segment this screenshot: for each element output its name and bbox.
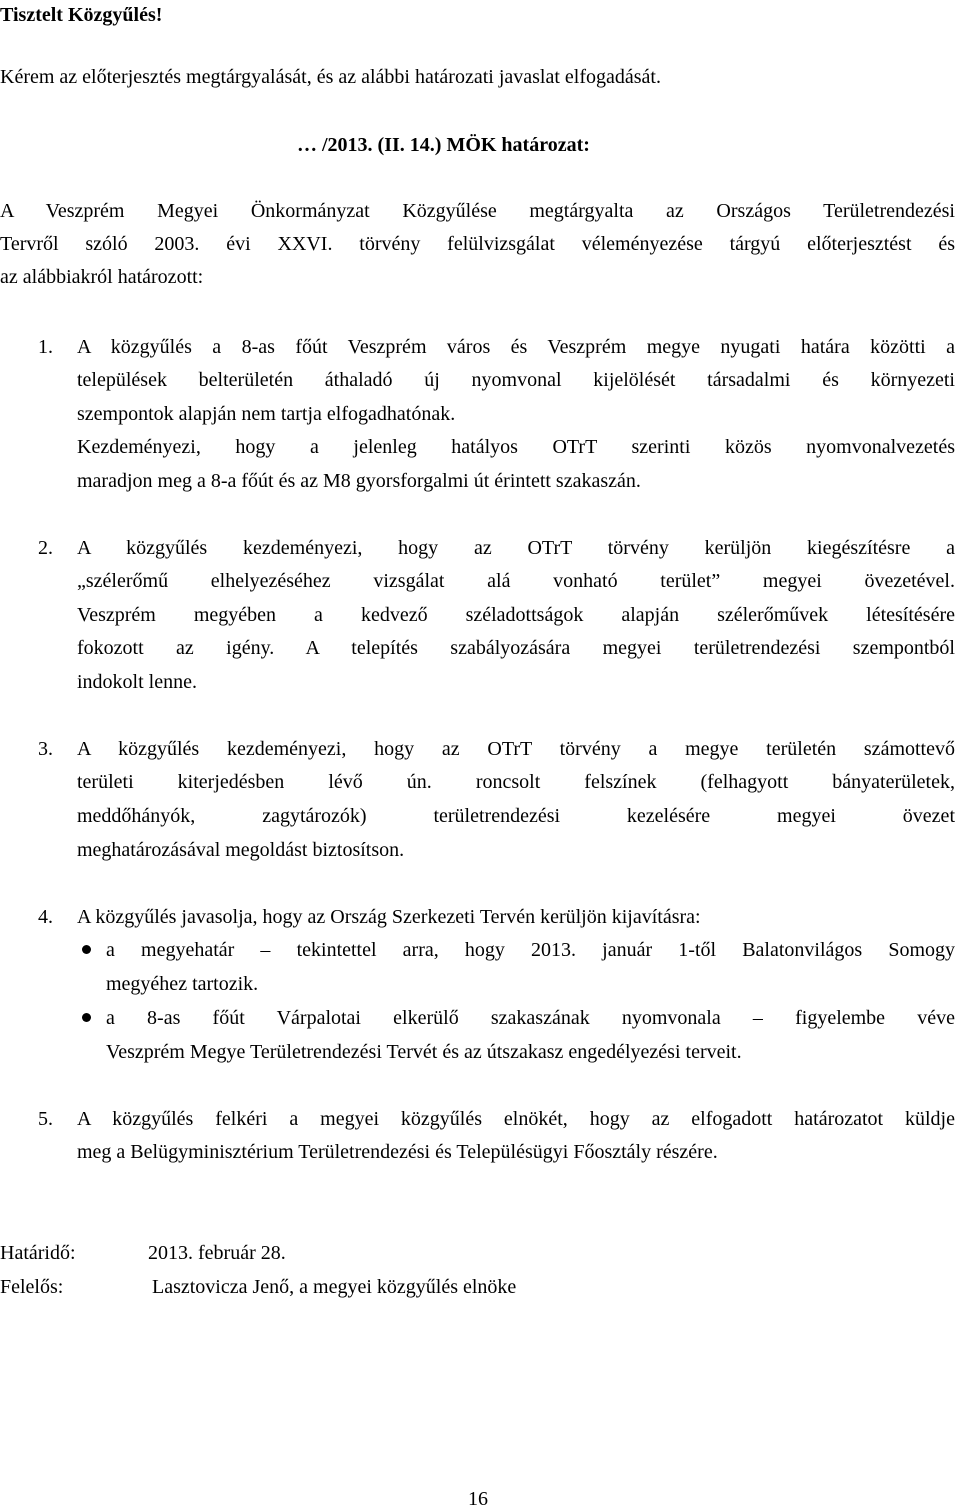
item-line: meghatározásával megoldást biztosítson.	[77, 839, 405, 861]
item-line: meg a Belügyminisztérium Területrendezési és Településügyi Főosztály részére.	[77, 1141, 718, 1163]
deadline-label: Határidő:	[0, 1242, 76, 1264]
responsible-value: Lasztovicza Jenő, a megyei közgyűlés elnöke	[152, 1276, 517, 1298]
preamble-line: A Veszprém Megyei Önkormányzat Közgyűlése megtárgyalta az Országos Területrendezési	[0, 200, 955, 222]
page-number: 16	[468, 1488, 488, 1510]
item-number: 4.	[38, 906, 53, 928]
bullet-icon	[82, 945, 91, 954]
item-number: 3.	[38, 738, 53, 760]
item-number: 2.	[38, 537, 53, 559]
item-line: A közgyűlés a 8-as főút Veszprém város és Veszprém megye nyugati határa közötti a	[77, 336, 955, 358]
item-line: A közgyűlés felkéri a megyei közgyűlés elnökét, hogy az elfogadott határozatot küldje	[77, 1108, 955, 1130]
item-number: 5.	[38, 1108, 53, 1130]
item-line: fokozott az igény. A telepítés szabályozására megyei területrendezési szempontból	[77, 637, 955, 659]
item-line: települések belterületén áthaladó új nyomvonal kijelölését társadalmi és környezeti	[77, 369, 955, 391]
item-line: maradjon meg a 8-a főút és az M8 gyorsforgalmi út érintett szakaszán.	[77, 470, 641, 492]
item-line: meddőhányók, zagytározók) területrendezési kezelésére megyei övezet	[77, 805, 955, 827]
item-line: Kezdeményezi, hogy a jelenleg hatályos OTrT szerinti közös nyomvonalvezetés	[77, 436, 955, 458]
item-line: szempontok alapján nem tartja elfogadhatónak.	[77, 403, 456, 425]
item-line: Veszprém megyében a kedvező széladottságok alapján szélerőművek létesítésére	[77, 604, 955, 626]
greeting: Tisztelt Közgyűlés!	[0, 4, 163, 26]
preamble-line: Tervről szóló 2003. évi XXVI. törvény felülvizsgálat véleményezése tárgyú előterjesztést és	[0, 233, 955, 255]
item-line: „szélerőmű elhelyezéséhez vizsgálat alá vonható terület” megyei övezetével.	[77, 570, 955, 592]
responsible-label: Felelős:	[0, 1276, 64, 1298]
bullet-icon	[82, 1013, 91, 1022]
item-number: 1.	[38, 336, 53, 358]
item-line: területi kiterjedésben lévő ún. roncsolt felszínek (felhagyott bányaterületek,	[77, 771, 955, 793]
bullet-line: Veszprém Megye Területrendezési Tervét és az útszakasz engedélyezési terveit.	[106, 1041, 742, 1063]
item-line: A közgyűlés kezdeményezi, hogy az OTrT törvény a megye területén számottevő	[77, 738, 955, 760]
item-line: indokolt lenne.	[77, 671, 197, 693]
bullet-line: a megyehatár – tekintettel arra, hogy 2013. január 1-től Balatonvilágos Somogy	[106, 939, 955, 961]
intro-text: Kérem az előterjesztés megtárgyalását, és az alábbi határozati javaslat elfogadását.	[0, 66, 661, 88]
deadline-value: 2013. február 28.	[148, 1242, 286, 1264]
bullet-line: a 8-as főút Várpalotai elkerülő szakaszának nyomvonala – figyelembe véve	[106, 1007, 955, 1029]
item-line: A közgyűlés javasolja, hogy az Ország Szerkezeti Tervén kerüljön kijavításra:	[77, 906, 701, 928]
bullet-line: megyéhez tartozik.	[106, 973, 259, 995]
item-line: A közgyűlés kezdeményezi, hogy az OTrT törvény kerüljön kiegészítésre a	[77, 537, 955, 559]
preamble-line: az alábbiakról határozott:	[0, 266, 204, 288]
resolution-title: … /2013. (II. 14.) MÖK határozat:	[297, 134, 590, 156]
